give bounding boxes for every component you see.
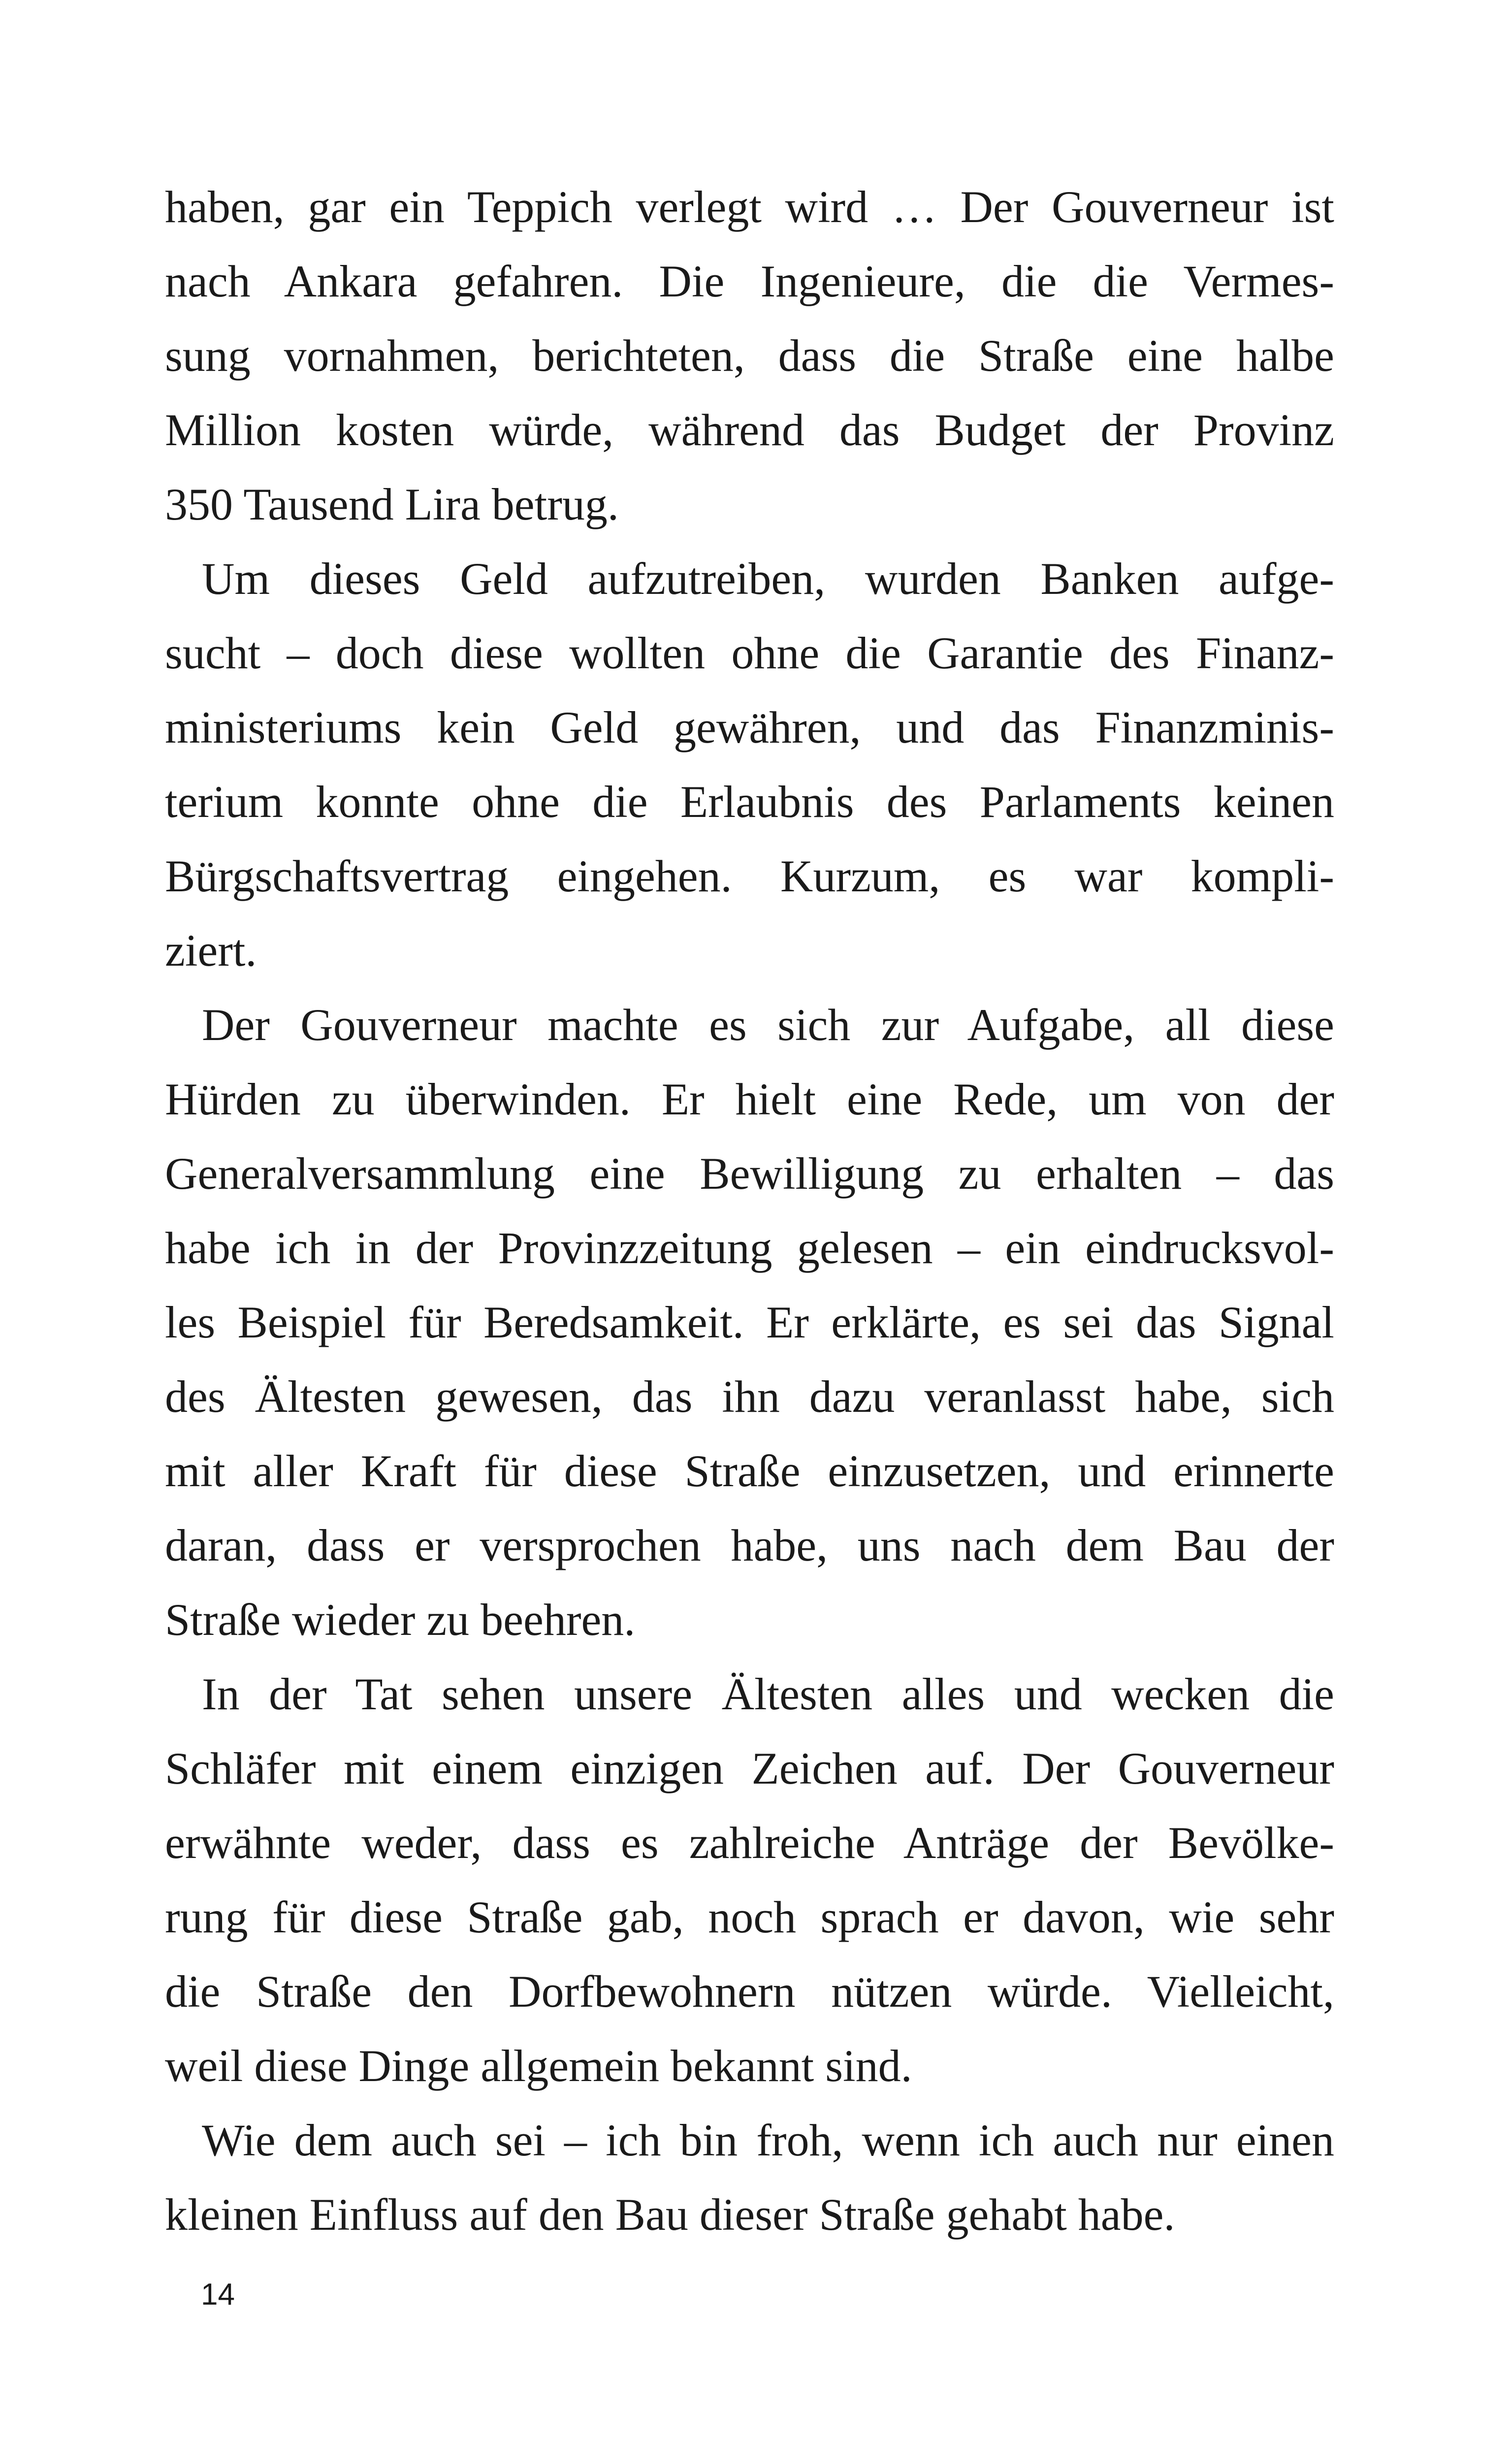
text-line: habe ich in der Provinzzeitung gelesen – ein eindrucksvol- bbox=[165, 1223, 1334, 1273]
text-line: Schläfer mit einem einzigen Zeichen auf. Der Gouverneur bbox=[165, 1743, 1334, 1793]
text-line: die Straße den Dorfbewohnern nützen würde. Vielleicht, bbox=[165, 1966, 1334, 2017]
text-line: daran, dass er versprochen habe, uns nach dem Bau der bbox=[165, 1520, 1334, 1570]
text-line: ziert. bbox=[165, 925, 257, 976]
paragraph bbox=[165, 1657, 1334, 2103]
text-line: rung für diese Straße gab, noch sprach er davon, wie sehr bbox=[165, 1892, 1334, 1942]
text-line: Million kosten würde, während das Budget der Provinz bbox=[165, 405, 1334, 455]
page-number: 14 bbox=[201, 2278, 235, 2312]
text-line: 350 Tausend Lira betrug. bbox=[165, 479, 619, 529]
paragraph bbox=[165, 988, 1334, 1657]
body-text bbox=[165, 170, 1334, 2252]
text-line: Um dieses Geld aufzutreiben, wurden Banken aufge- bbox=[202, 554, 1334, 604]
text-line: In der Tat sehen unsere Ältesten alles und wecken die bbox=[202, 1669, 1334, 1719]
text-line: kleinen Einfluss auf den Bau dieser Straße gehabt habe. bbox=[165, 2189, 1175, 2240]
text-line: Der Gouverneur machte es sich zur Aufgabe, all diese bbox=[202, 1000, 1334, 1050]
text-line: erwähnte weder, dass es zahlreiche Anträge der Bevölke- bbox=[165, 1818, 1334, 1868]
paragraph bbox=[165, 2103, 1334, 2252]
text-line: Bürgschaftsvertrag eingehen. Kurzum, es war kompli- bbox=[165, 851, 1334, 901]
text-line: les Beispiel für Beredsamkeit. Er erklärte, es sei das Signal bbox=[165, 1297, 1334, 1347]
text-line: Generalversammlung eine Bewilligung zu erhalten – das bbox=[165, 1148, 1334, 1199]
text-line: Wie dem auch sei – ich bin froh, wenn ich auch nur einen bbox=[202, 2115, 1334, 2165]
text-line: mit aller Kraft für diese Straße einzusetzen, und erinnerte bbox=[165, 1446, 1334, 1496]
text-line: sung vornahmen, berichteten, dass die Straße eine halbe bbox=[165, 330, 1334, 381]
text-line: Hürden zu überwinden. Er hielt eine Rede, um von der bbox=[165, 1074, 1334, 1124]
text-line: haben, gar ein Teppich verlegt wird … Der Gouverneur ist bbox=[165, 182, 1334, 232]
text-line: nach Ankara gefahren. Die Ingenieure, die die Vermes- bbox=[165, 256, 1334, 306]
paragraph bbox=[165, 542, 1334, 988]
text-line: terium konnte ohne die Erlaubnis des Parlaments keinen bbox=[165, 777, 1334, 827]
text-line: ministeriums kein Geld gewähren, und das Finanzminis- bbox=[165, 702, 1334, 752]
text-line: sucht – doch diese wollten ohne die Garantie des Finanz- bbox=[165, 628, 1334, 678]
text-line: des Ältesten gewesen, das ihn dazu veranlasst habe, sich bbox=[165, 1371, 1334, 1422]
paragraph bbox=[165, 170, 1334, 542]
text-line: weil diese Dinge allgemein bekannt sind. bbox=[165, 2041, 912, 2091]
text-line: Straße wieder zu beehren. bbox=[165, 1595, 636, 1645]
